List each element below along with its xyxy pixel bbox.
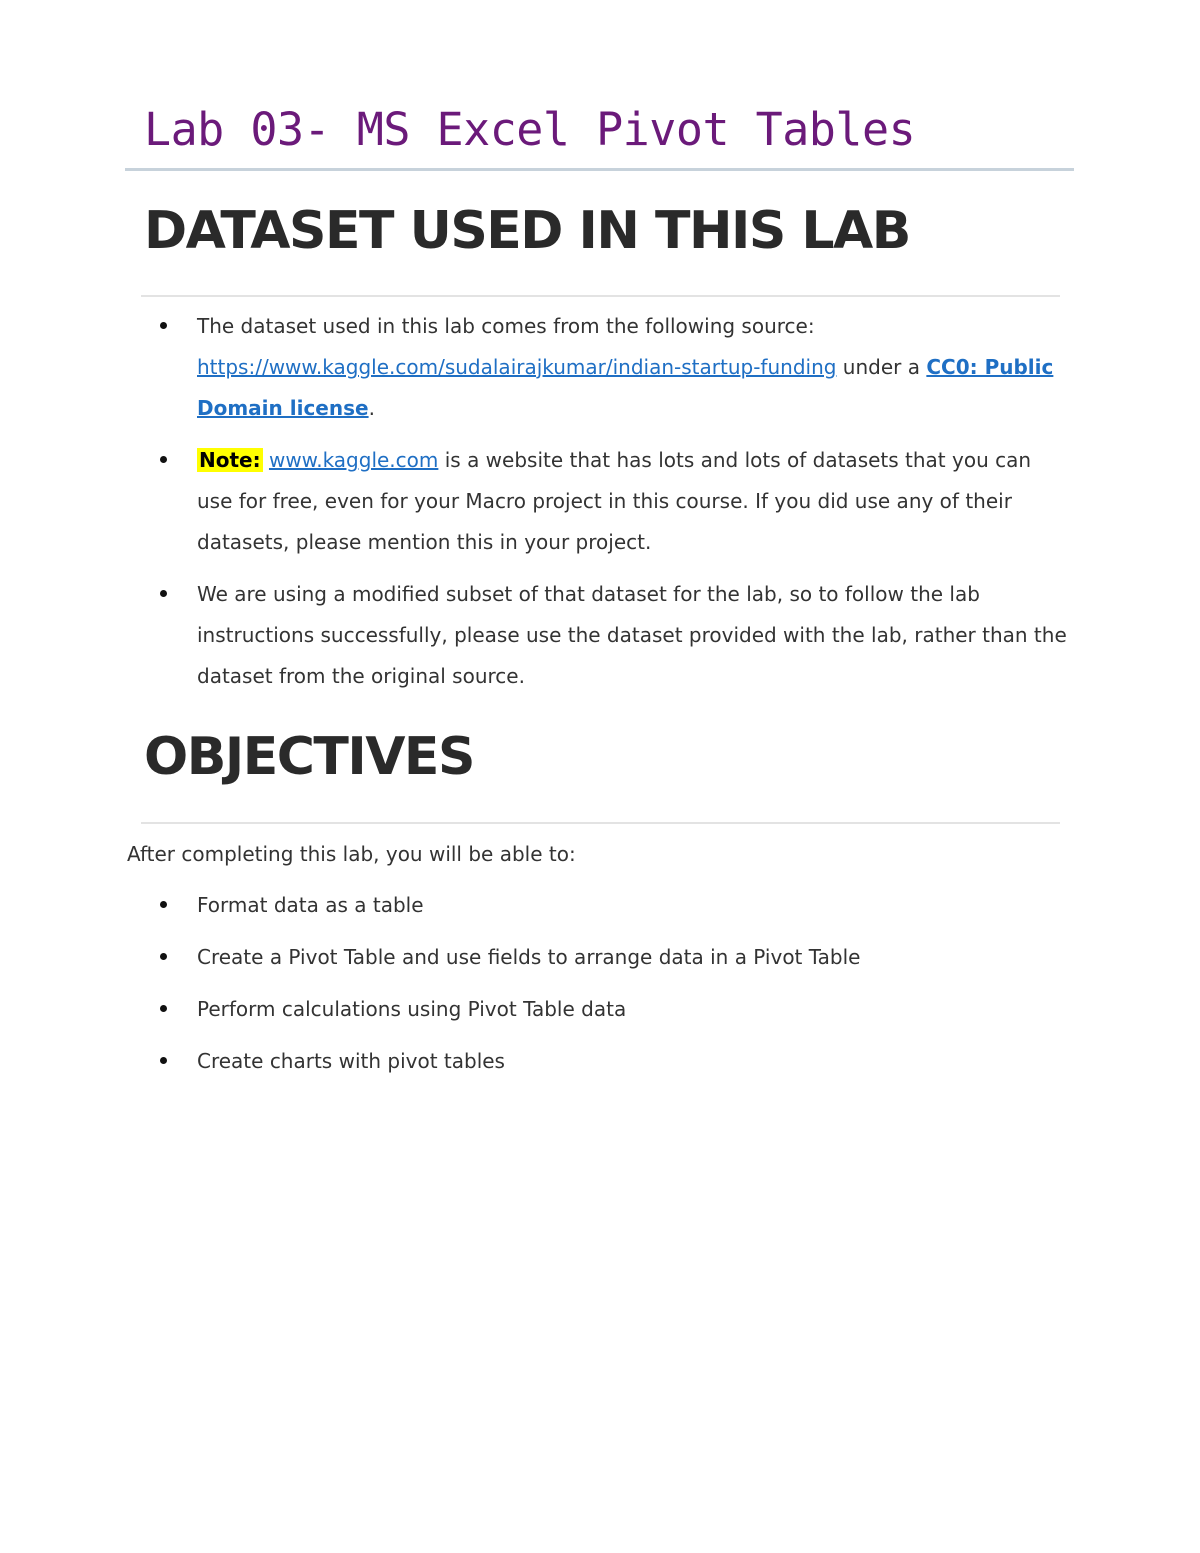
kaggle-note-item <box>0 440 1067 563</box>
objective-item <box>0 1041 1067 1082</box>
dataset-source-item <box>0 306 1067 429</box>
objective-item <box>0 989 1067 1030</box>
bullet-icon <box>160 590 167 597</box>
note-label: Note: <box>199 448 261 472</box>
objective-text: Create charts with pivot tables <box>197 1049 505 1073</box>
note-text: is a website that has lots and lots of datasets that you can use for free, even for your Macro project in this course. If you did use any of their datasets, please mention this in your project. <box>197 448 1032 554</box>
objectives-list <box>0 885 1067 1082</box>
title-divider <box>125 168 1074 171</box>
bullet-icon <box>160 1005 167 1012</box>
dataset-heading: DATASET USED IN THIS LAB <box>144 201 910 261</box>
subset-text: We are using a modified subset of that dataset for the lab, so to follow the lab instructions successfully, please use the dataset provided with the lab, rather than the dataset from the original source. <box>197 582 1067 688</box>
objectives-intro: After completing this lab, you will be able to: <box>127 842 576 866</box>
kaggle-dataset-link[interactable]: https://www.kaggle.com/sudalairajkumar/indian-startup-funding <box>197 355 837 379</box>
bullet-icon <box>160 1057 167 1064</box>
kaggle-home-link[interactable]: www.kaggle.com <box>268 448 439 472</box>
document-title: Lab 03- MS Excel Pivot Tables <box>144 103 916 156</box>
bullet-icon <box>160 322 167 329</box>
objective-item <box>0 937 1067 978</box>
under-a-text: under a <box>836 355 927 379</box>
objective-text: Perform calculations using Pivot Table data <box>197 997 627 1021</box>
dataset-divider <box>141 295 1060 297</box>
bullet-icon <box>160 953 167 960</box>
objectives-heading: OBJECTIVES <box>144 727 474 787</box>
period-text: . <box>368 396 375 420</box>
objective-item <box>0 885 1067 926</box>
license-link[interactable]: CC0: Public Domain license <box>197 355 1054 420</box>
objective-text: Create a Pivot Table and use fields to arrange data in a Pivot Table <box>197 945 861 969</box>
subset-note-item <box>0 574 1067 697</box>
objectives-divider <box>141 822 1060 824</box>
bullet-icon <box>160 901 167 908</box>
bullet-icon <box>160 456 167 463</box>
source-text: The dataset used in this lab comes from the following source: <box>197 314 815 338</box>
objective-text: Format data as a table <box>197 893 424 917</box>
dataset-bullet-list <box>0 306 1067 697</box>
